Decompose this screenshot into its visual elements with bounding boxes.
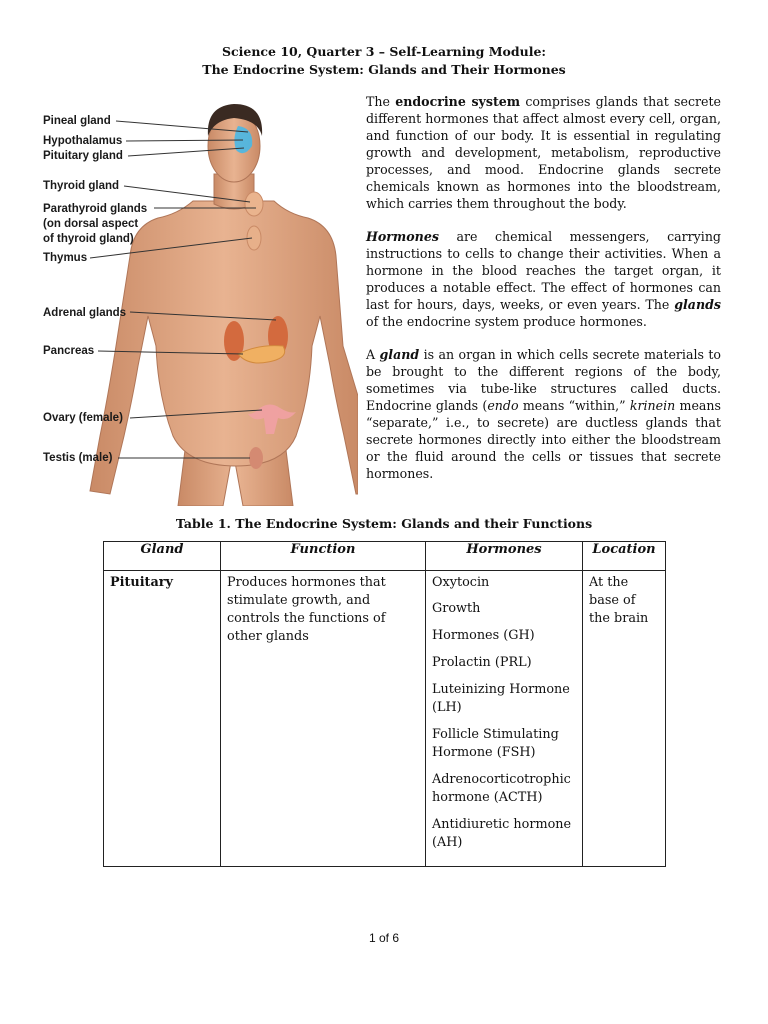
header-location: Location [583, 542, 666, 571]
module-title: Science 10, Quarter 3 – Self-Learning Module: [221, 44, 547, 59]
label-testis: Testis (male) [43, 452, 113, 464]
cell-gland: Pituitary [104, 571, 221, 867]
paragraph-gland: A gland is an organ in which cells secrete materials to be brought to the different regions of the body, sometimes via tube-like structures called ducts. Endocrine glands (endo means “within,” krinein means “separate,” i.e., to secrete) are ductless glands that secrete hormones directly into either the bloodstream or the fluid around the cells or tissues that secrete hormones. [366, 347, 722, 481]
table-row [104, 571, 666, 867]
module-subtitle: The Endocrine System: Glands and Their Hormones [202, 62, 566, 77]
table-header-row [104, 542, 666, 571]
header-hormones: Hormones [426, 542, 583, 571]
intro-text [366, 93, 721, 498]
hormone-item: Prolactin (PRL) [432, 655, 532, 670]
hormone-item: Oxytocin [432, 575, 490, 590]
label-thyroid-gland: Thyroid gland [43, 180, 120, 192]
table-caption: Table 1. The Endocrine System: Glands and their Functions [175, 516, 593, 531]
cell-function: Produces hormones that stimulate growth, and controls the functions of other glands [221, 571, 426, 867]
label-ovary: Ovary (female) [43, 412, 123, 424]
paragraph-hormones: Hormones are chemical messengers, carrying instructions to cells to change their activities. When a hormone in the blood reaches the target organ, it produces a notable effect. The effect of hormones can last for hours, days, weeks, or even years. The glands of the endocrine system produce hormones. [366, 229, 721, 329]
hormone-item: Hormones (GH) [432, 628, 535, 643]
label-thymus: Thymus [43, 252, 88, 264]
glands-table [103, 541, 666, 867]
label-hypothalamus: Hypothalamus [43, 135, 123, 147]
cell-location: At the base of the brain [583, 571, 666, 867]
label-adrenal-glands: Adrenal glands [43, 307, 127, 319]
label-pineal-gland: Pineal gland [43, 115, 111, 127]
cell-hormones [426, 571, 583, 867]
testis-shape [249, 447, 263, 469]
thyroid-shape [245, 192, 263, 216]
label-parathyroid-glands: Parathyroid glands [43, 203, 148, 215]
hormone-item: Follicle Stimulating Hormone (FSH) [432, 727, 559, 760]
paragraph-endocrine-system: The endocrine system comprises glands that secrete different hormones that affect almost every cell, organ, and function of our body. It is essential in regulating growth and development, metabolism, reproductive processes, and mood. Endocrine glands secrete chemicals known as hormones into the bloodstream, which carries them throughout the body. [366, 94, 722, 211]
hormone-item: Luteinizing Hormone (LH) [432, 682, 570, 715]
label-pancreas: Pancreas [43, 345, 95, 357]
label-parathyroid-note-2: of thyroid gland) [43, 233, 134, 245]
page-number: 1 of 6 [368, 931, 400, 945]
header-function: Function [221, 542, 426, 571]
hormone-item: Growth [432, 601, 481, 616]
label-pituitary-gland: Pituitary gland [43, 150, 123, 162]
endocrine-figure [38, 96, 358, 506]
header-gland: Gland [104, 542, 221, 571]
hormone-item: Adrenocorticotrophic hormone (ACTH) [432, 772, 571, 805]
hormone-item: Antidiuretic hormone (AH) [432, 817, 572, 850]
label-parathyroid-note-1: (on dorsal aspect [43, 218, 139, 230]
body-silhouette [90, 110, 358, 506]
